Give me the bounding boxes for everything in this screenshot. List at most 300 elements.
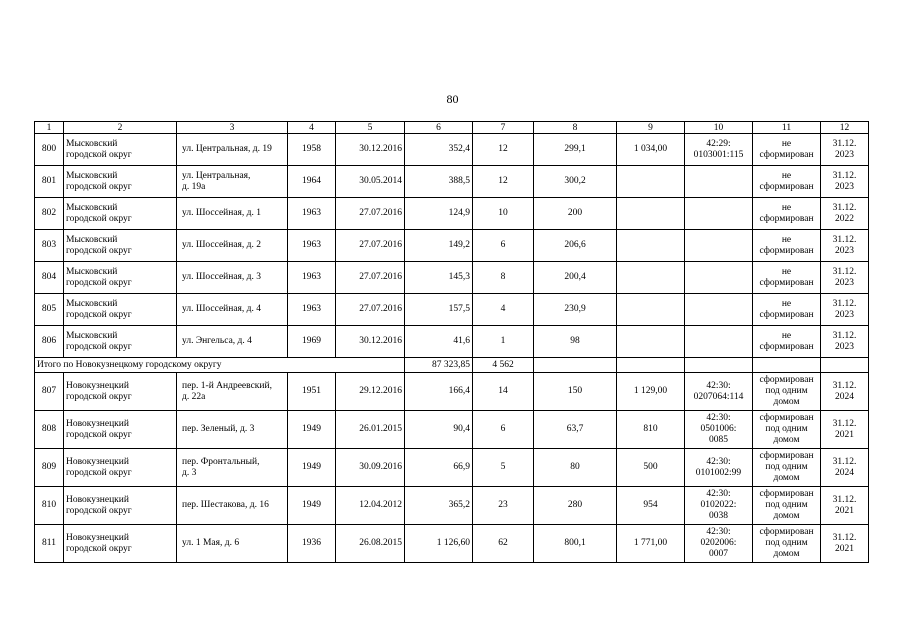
people-count: 6 xyxy=(500,240,506,250)
area-cell xyxy=(405,230,473,262)
col9-cell xyxy=(617,262,685,294)
address-line: пер. Шестакова, д. 16 xyxy=(182,500,269,510)
recognition-date: 30.12.2016 xyxy=(359,144,402,154)
date-cell xyxy=(336,449,405,487)
year-cell xyxy=(288,525,336,563)
resettlement-term: 2023 xyxy=(835,245,854,256)
build-year: 1936 xyxy=(302,538,321,548)
date-cell xyxy=(336,262,405,294)
resettlement-term: 2023 xyxy=(835,181,854,192)
date-cell xyxy=(336,525,405,563)
area-value: 166,4 xyxy=(448,386,470,396)
total-row xyxy=(35,358,869,373)
people-count: 8 xyxy=(500,272,506,282)
cadastral-cell xyxy=(685,525,753,563)
resettlement-term: 31.12. xyxy=(832,418,857,429)
address-line: пер. Зеленый, д. 3 xyxy=(182,424,255,434)
land-status: не xyxy=(781,234,792,245)
municipality-name: Новокузнецкий xyxy=(66,532,129,543)
col8-value: 280 xyxy=(567,500,583,510)
column-number-header: 2 xyxy=(64,122,177,134)
address-cell xyxy=(177,262,288,294)
people-cell xyxy=(473,326,534,358)
row-number-cell xyxy=(35,198,64,230)
address-cell xyxy=(177,449,288,487)
cadastral-cell xyxy=(685,166,753,198)
column-number-header: 9 xyxy=(617,122,685,134)
resettlement-term: 2023 xyxy=(835,309,854,320)
people-count: 12 xyxy=(498,176,508,186)
area-cell xyxy=(405,166,473,198)
col8-cell xyxy=(534,166,617,198)
land-status: сформирован xyxy=(759,413,814,423)
table-row xyxy=(35,326,869,358)
row-number: 808 xyxy=(41,424,57,434)
land-status: сформирован xyxy=(759,181,814,192)
table-row xyxy=(35,166,869,198)
resettlement-term: 31.12. xyxy=(832,234,857,245)
resettlement-term: 31.12. xyxy=(832,330,857,341)
build-year: 1958 xyxy=(302,144,321,154)
row-number: 800 xyxy=(41,144,57,154)
municipality-name: Новокузнецкий xyxy=(66,456,129,467)
address-line: пер. Фронтальный, xyxy=(182,456,260,467)
cadastral-cell xyxy=(685,326,753,358)
municipality-name: Мысковский xyxy=(66,298,118,309)
col8-cell xyxy=(534,411,617,449)
row-number-cell xyxy=(35,326,64,358)
total-area-cell xyxy=(405,358,473,373)
row-number-cell xyxy=(35,262,64,294)
recognition-date: 30.09.2016 xyxy=(359,462,402,472)
area-cell xyxy=(405,487,473,525)
term-cell xyxy=(821,230,869,262)
date-cell xyxy=(336,373,405,411)
term-cell xyxy=(821,373,869,411)
municipality-name: Мысковский xyxy=(66,330,118,341)
land-status: не xyxy=(781,138,792,149)
people-cell xyxy=(473,166,534,198)
land-status: не xyxy=(781,298,792,309)
column-number-header: 1 xyxy=(35,122,64,134)
area-cell xyxy=(405,411,473,449)
col9-cell xyxy=(617,373,685,411)
resettlement-term: 2022 xyxy=(835,213,854,224)
municipality-type: городской округ xyxy=(66,505,132,516)
municipality-name: Мысковский xyxy=(66,170,118,181)
area-cell xyxy=(405,198,473,230)
land-status: сформирован xyxy=(759,213,814,224)
land-status-cell xyxy=(753,230,821,262)
people-cell xyxy=(473,449,534,487)
municipality-name: Мысковский xyxy=(66,202,118,213)
col8-value: 63,7 xyxy=(566,424,584,434)
address-line: д. 3 xyxy=(182,467,197,478)
people-cell xyxy=(473,487,534,525)
cadastral-number: 0501006: xyxy=(700,424,737,434)
table-row xyxy=(35,411,869,449)
land-status: сформирован xyxy=(759,375,814,385)
year-cell xyxy=(288,326,336,358)
table-row xyxy=(35,449,869,487)
build-year: 1949 xyxy=(302,500,321,510)
municipality-name: Новокузнецкий xyxy=(66,494,129,505)
cadastral-number: 0207064:114 xyxy=(693,391,744,402)
year-cell xyxy=(288,262,336,294)
address-cell xyxy=(177,198,288,230)
column-number-header: 8 xyxy=(534,122,617,134)
row-number: 802 xyxy=(41,208,57,218)
year-cell xyxy=(288,449,336,487)
col8-value: 150 xyxy=(567,386,583,396)
col8-value: 206,6 xyxy=(564,240,586,250)
col8-cell xyxy=(534,294,617,326)
resettlement-term: 2023 xyxy=(835,149,854,160)
municipality-cell xyxy=(64,449,177,487)
municipality-name: Мысковский xyxy=(66,234,118,245)
empty-cell xyxy=(821,358,869,373)
term-cell xyxy=(821,134,869,166)
date-cell xyxy=(336,230,405,262)
term-cell xyxy=(821,262,869,294)
cadastral-number: 42:29: xyxy=(706,138,731,149)
people-count: 1 xyxy=(500,336,506,346)
cadastral-cell xyxy=(685,262,753,294)
resettlement-term: 2024 xyxy=(835,467,854,478)
area-value: 66,9 xyxy=(453,462,470,472)
cadastral-cell xyxy=(685,294,753,326)
municipality-cell xyxy=(64,198,177,230)
build-year: 1949 xyxy=(302,424,321,434)
area-value: 41,6 xyxy=(453,336,470,346)
col8-value: 80 xyxy=(570,462,580,472)
address-cell xyxy=(177,230,288,262)
build-year: 1964 xyxy=(302,176,321,186)
year-cell xyxy=(288,294,336,326)
resettlement-term: 2024 xyxy=(835,391,854,402)
area-cell xyxy=(405,373,473,411)
land-status: домом xyxy=(773,435,800,445)
col8-cell xyxy=(534,134,617,166)
row-number-cell xyxy=(35,487,64,525)
people-count: 23 xyxy=(498,500,508,510)
table-row xyxy=(35,525,869,563)
area-cell xyxy=(405,525,473,563)
row-number: 811 xyxy=(42,538,56,548)
cadastral-number: 0007 xyxy=(709,549,728,559)
land-status-cell xyxy=(753,373,821,411)
row-number: 806 xyxy=(41,336,57,346)
municipality-type: городской округ xyxy=(66,213,132,224)
land-status: сформирован xyxy=(759,149,814,160)
col9-cell xyxy=(617,326,685,358)
resettlement-term: 31.12. xyxy=(832,138,857,149)
resettlement-term: 31.12. xyxy=(832,266,857,277)
address-cell xyxy=(177,525,288,563)
col8-value: 200 xyxy=(567,208,583,218)
col8-value: 200,4 xyxy=(564,272,586,282)
col9-cell xyxy=(617,230,685,262)
municipality-type: городской округ xyxy=(66,277,132,288)
municipality-name: Новокузнецкий xyxy=(66,380,129,391)
recognition-date: 26.01.2015 xyxy=(359,424,402,434)
municipality-cell xyxy=(64,294,177,326)
row-number: 801 xyxy=(41,176,57,186)
land-status-cell xyxy=(753,449,821,487)
term-cell xyxy=(821,326,869,358)
address-cell xyxy=(177,326,288,358)
total-label: Итого по Новокузнецкому городскому округу xyxy=(37,359,222,370)
municipality-cell xyxy=(64,373,177,411)
col9-value: 1 129,00 xyxy=(633,386,668,396)
land-status-cell xyxy=(753,198,821,230)
cadastral-number: 42:30: xyxy=(706,413,731,423)
row-number-cell xyxy=(35,411,64,449)
col9-cell xyxy=(617,166,685,198)
cadastral-number: 0101002:99 xyxy=(695,467,742,478)
resettlement-term: 31.12. xyxy=(832,494,857,505)
table-row xyxy=(35,487,869,525)
date-cell xyxy=(336,198,405,230)
cadastral-number: 0103001:115 xyxy=(693,149,744,160)
column-number-header: 4 xyxy=(288,122,336,134)
col8-value: 98 xyxy=(570,336,580,346)
address-line: ул. Шоссейная, д. 2 xyxy=(182,240,261,250)
column-number-header: 6 xyxy=(405,122,473,134)
col8-cell xyxy=(534,487,617,525)
municipality-type: городской округ xyxy=(66,309,132,320)
resettlement-term: 2021 xyxy=(835,543,854,554)
municipality-type: городской округ xyxy=(66,429,132,440)
area-cell xyxy=(405,326,473,358)
address-cell xyxy=(177,487,288,525)
column-number-header: 7 xyxy=(473,122,534,134)
municipality-cell xyxy=(64,262,177,294)
municipality-cell xyxy=(64,487,177,525)
total-people: 4 562 xyxy=(492,359,514,370)
term-cell xyxy=(821,411,869,449)
land-status: под одним xyxy=(765,462,808,472)
land-status-cell xyxy=(753,487,821,525)
recognition-date: 27.07.2016 xyxy=(359,272,402,282)
recognition-date: 26.08.2015 xyxy=(359,538,402,548)
year-cell xyxy=(288,487,336,525)
cadastral-cell xyxy=(685,487,753,525)
people-cell xyxy=(473,411,534,449)
resettlement-term: 31.12. xyxy=(832,380,857,391)
build-year: 1963 xyxy=(302,240,321,250)
area-value: 1 126,60 xyxy=(436,538,470,548)
col9-value: 954 xyxy=(643,500,658,510)
resettlement-term: 31.12. xyxy=(832,532,857,543)
land-status: домом xyxy=(773,549,800,559)
land-status: сформирован xyxy=(759,309,814,320)
municipality-name: Мысковский xyxy=(66,138,118,149)
municipality-name: Мысковский xyxy=(66,266,118,277)
municipality-type: городской округ xyxy=(66,543,132,554)
people-count: 62 xyxy=(498,538,508,548)
land-status: не xyxy=(781,202,792,213)
empty-cell xyxy=(753,358,821,373)
column-number-header: 3 xyxy=(177,122,288,134)
area-cell xyxy=(405,262,473,294)
resettlement-term: 31.12. xyxy=(832,298,857,309)
municipality-cell xyxy=(64,166,177,198)
resettlement-term: 31.12. xyxy=(832,170,857,181)
municipality-type: городской округ xyxy=(66,181,132,192)
recognition-date: 30.12.2016 xyxy=(359,336,402,346)
municipality-cell xyxy=(64,411,177,449)
recognition-date: 29.12.2016 xyxy=(359,386,402,396)
total-people-cell xyxy=(473,358,534,373)
land-status-cell xyxy=(753,294,821,326)
build-year: 1951 xyxy=(302,386,321,396)
year-cell xyxy=(288,373,336,411)
people-cell xyxy=(473,262,534,294)
row-number: 810 xyxy=(41,500,57,510)
area-value: 157,5 xyxy=(448,304,470,314)
row-number-cell xyxy=(35,230,64,262)
row-number-cell xyxy=(35,525,64,563)
address-line: ул. Центральная, д. 19 xyxy=(182,144,272,154)
year-cell xyxy=(288,198,336,230)
address-line: ул. Шоссейная, д. 1 xyxy=(182,208,261,218)
land-status: под одним xyxy=(765,386,808,396)
resettlement-term: 31.12. xyxy=(832,202,857,213)
row-number: 803 xyxy=(41,240,57,250)
col9-value: 1 771,00 xyxy=(633,538,668,548)
people-cell xyxy=(473,198,534,230)
area-value: 149,2 xyxy=(448,240,470,250)
cadastral-number: 42:30: xyxy=(706,527,731,537)
land-status: сформирован xyxy=(759,245,814,256)
land-status: сформирован xyxy=(759,527,814,537)
empty-cell xyxy=(617,358,685,373)
col9-value: 500 xyxy=(643,462,658,472)
resettlement-term: 31.12. xyxy=(832,456,857,467)
cadastral-number: 0102022: xyxy=(700,500,737,510)
year-cell xyxy=(288,411,336,449)
date-cell xyxy=(336,166,405,198)
recognition-date: 27.07.2016 xyxy=(359,240,402,250)
address-line: ул. Энгельса, д. 4 xyxy=(182,336,252,346)
address-line: д. 19а xyxy=(182,181,206,192)
date-cell xyxy=(336,134,405,166)
row-number-cell xyxy=(35,166,64,198)
cadastral-cell xyxy=(685,134,753,166)
table-row xyxy=(35,294,869,326)
year-cell xyxy=(288,230,336,262)
table-row xyxy=(35,134,869,166)
cadastral-number: 0038 xyxy=(709,511,728,521)
row-number-cell xyxy=(35,449,64,487)
address-line: ул. 1 Мая, д. 6 xyxy=(182,538,240,548)
total-label-cell xyxy=(35,358,405,373)
date-cell xyxy=(336,487,405,525)
col9-cell xyxy=(617,487,685,525)
col8-cell xyxy=(534,198,617,230)
col9-cell xyxy=(617,294,685,326)
cadastral-cell xyxy=(685,230,753,262)
municipality-cell xyxy=(64,134,177,166)
area-value: 388,5 xyxy=(448,176,470,186)
col8-cell xyxy=(534,262,617,294)
col8-cell xyxy=(534,449,617,487)
col8-cell xyxy=(534,525,617,563)
address-cell xyxy=(177,134,288,166)
col8-cell xyxy=(534,326,617,358)
row-number: 805 xyxy=(41,304,57,314)
people-cell xyxy=(473,525,534,563)
people-count: 14 xyxy=(498,386,508,396)
land-status-cell xyxy=(753,525,821,563)
land-status: сформирован xyxy=(759,489,814,499)
people-count: 12 xyxy=(498,144,508,154)
build-year: 1963 xyxy=(302,272,321,282)
resettlement-term: 2021 xyxy=(835,505,854,516)
land-status: сформирован xyxy=(759,277,814,288)
land-status: под одним xyxy=(765,500,808,510)
address-line: д. 22а xyxy=(182,391,206,402)
land-status: не xyxy=(781,170,792,181)
empty-cell xyxy=(685,358,753,373)
date-cell xyxy=(336,294,405,326)
land-status-cell xyxy=(753,262,821,294)
term-cell xyxy=(821,198,869,230)
term-cell xyxy=(821,487,869,525)
land-status-cell xyxy=(753,326,821,358)
recognition-date: 12.04.2012 xyxy=(359,500,402,510)
municipality-type: городской округ xyxy=(66,149,132,160)
row-number: 807 xyxy=(41,386,57,396)
col9-value: 810 xyxy=(643,424,658,434)
table-row xyxy=(35,262,869,294)
col8-cell xyxy=(534,373,617,411)
cadastral-cell xyxy=(685,373,753,411)
column-number-row xyxy=(35,122,869,134)
people-cell xyxy=(473,294,534,326)
people-count: 10 xyxy=(498,208,508,218)
resettlement-term: 2023 xyxy=(835,341,854,352)
row-number: 804 xyxy=(41,272,57,282)
year-cell xyxy=(288,166,336,198)
cadastral-number: 0202006: xyxy=(700,538,737,548)
municipality-type: городской округ xyxy=(66,467,132,478)
col8-value: 230,9 xyxy=(564,304,586,314)
municipality-cell xyxy=(64,230,177,262)
total-area: 87 323,85 xyxy=(432,359,470,370)
land-status: не xyxy=(781,330,792,341)
land-status-cell xyxy=(753,134,821,166)
col8-value: 800,1 xyxy=(564,538,586,548)
area-value: 90,4 xyxy=(453,424,470,434)
build-year: 1963 xyxy=(302,208,321,218)
municipality-cell xyxy=(64,326,177,358)
area-value: 352,4 xyxy=(448,144,470,154)
build-year: 1963 xyxy=(302,304,321,314)
land-status: под одним xyxy=(765,424,808,434)
term-cell xyxy=(821,294,869,326)
address-line: ул. Шоссейная, д. 3 xyxy=(182,272,261,282)
people-cell xyxy=(473,134,534,166)
year-cell xyxy=(288,134,336,166)
date-cell xyxy=(336,411,405,449)
area-value: 145,3 xyxy=(448,272,470,282)
col8-cell xyxy=(534,230,617,262)
address-cell xyxy=(177,373,288,411)
land-status: домом xyxy=(773,473,800,483)
people-count: 6 xyxy=(500,424,506,434)
